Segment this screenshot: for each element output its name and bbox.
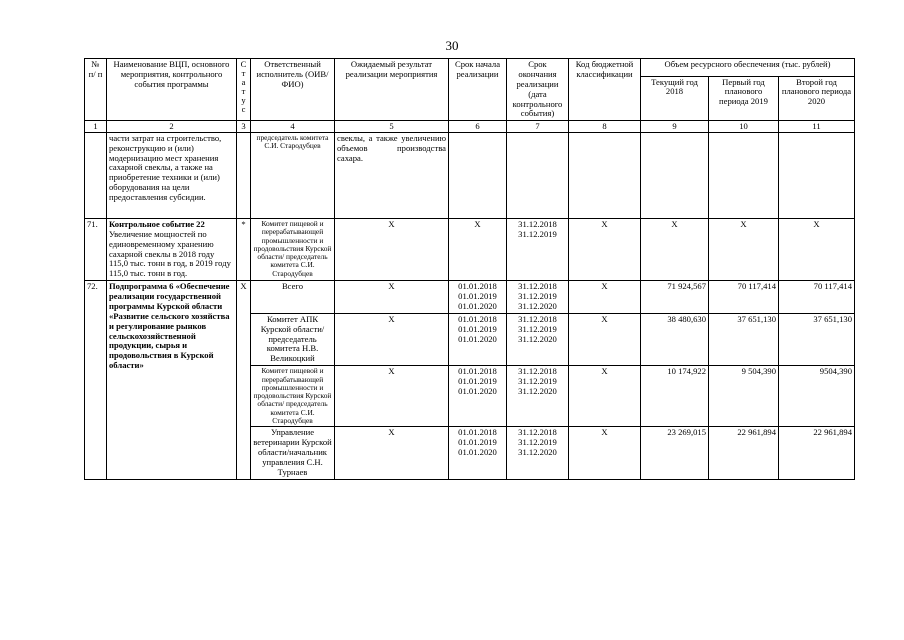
header-end: Срок окончания реализации (дата контрольного события) xyxy=(507,59,569,121)
header-row xyxy=(85,59,855,77)
subrow-start: 01.01.2018 01.01.2019 01.01.2020 xyxy=(449,366,507,427)
subrow-v2018: 23 269,015 xyxy=(641,427,709,479)
header-first-plan: Первый год планового периода 2019 xyxy=(709,76,779,121)
subrow-code: X xyxy=(569,313,641,365)
col-num: 3 xyxy=(237,121,251,133)
subrow-result: X xyxy=(335,313,449,365)
col-num: 6 xyxy=(449,121,507,133)
subrow-v2019: 9 504,390 xyxy=(709,366,779,427)
row-description: Увеличение мощностей по единовременному хранению сахарной свеклы в 2018 году 115,0 тыс. тонн в год, в 2019 году 115,0 тыс. тонн в год. xyxy=(109,228,231,279)
subrow-code: X xyxy=(569,427,641,479)
col-num: 9 xyxy=(641,121,709,133)
program-table xyxy=(84,58,855,480)
subrow-end: 31.12.2018 31.12.2019 31.12.2020 xyxy=(507,281,569,314)
col-num: 5 xyxy=(335,121,449,133)
subrow-v2018: 38 480,630 xyxy=(641,313,709,365)
subrow-v2020: 9504,390 xyxy=(779,366,855,427)
row-end: 31.12.2018 31.12.2019 xyxy=(507,218,569,280)
subrow-start: 01.01.2018 01.01.2019 01.01.2020 xyxy=(449,281,507,314)
header-executor: Ответственный исполнитель (ОИВ/ФИО) xyxy=(251,59,335,121)
table-row xyxy=(85,281,855,314)
subrow-end: 31.12.2018 31.12.2019 31.12.2020 xyxy=(507,313,569,365)
subrow-code: X xyxy=(569,281,641,314)
header-status: С т а т у с xyxy=(237,59,251,121)
cont-result: свеклы, а также увеличению объемов производства сахара. xyxy=(335,132,449,204)
col-num: 7 xyxy=(507,121,569,133)
subrow-end: 31.12.2018 31.12.2019 31.12.2020 xyxy=(507,427,569,479)
header-second-plan: Второй год планового периода 2020 xyxy=(779,76,855,121)
subrow-result: X xyxy=(335,366,449,427)
subrow-start: 01.01.2018 01.01.2019 01.01.2020 xyxy=(449,427,507,479)
row-v2019: X xyxy=(709,218,779,280)
header-code: Код бюджетной классификации xyxy=(569,59,641,121)
header-volume: Объем ресурсного обеспечения (тыс. рублей) xyxy=(641,59,855,77)
subrow-executor: Комитет АПК Курской области/председатель комитета Н.В. Великоцкий xyxy=(251,313,335,365)
row-name xyxy=(107,218,237,280)
header-current-year: Текущий год 2018 xyxy=(641,76,709,121)
subrow-executor: Комитет пищевой и перерабатывающей промышленности и продовольствия Курской области/ председатель комитета С.И. Стародубцев xyxy=(251,366,335,427)
page-number: 30 xyxy=(445,38,459,53)
subrow-v2020: 22 961,894 xyxy=(779,427,855,479)
row-name: Подпрограмма 6 «Обеспечение реализации государственной программы Курской области «Развитие сельского хозяйства и регулирование рынков сельскохозяйственной продукции, сырья и продовольствия в Курской области» xyxy=(107,281,237,479)
table-row xyxy=(85,218,855,280)
col-num: 2 xyxy=(107,121,237,133)
cont-name: части затрат на строительство, реконструкцию и (или) модернизацию мест хранения сахарной свеклы, а также на приобретение техники и (или) оборудования на цели предоставления субсидии. xyxy=(107,132,237,204)
subrow-v2018: 71 924,567 xyxy=(641,281,709,314)
header-name: Наименование ВЦП, основного мероприятия, контрольного события программы xyxy=(107,59,237,121)
col-num: 1 xyxy=(85,121,107,133)
column-number-row xyxy=(85,121,855,133)
subrow-v2020: 37 651,130 xyxy=(779,313,855,365)
row-v2020: X xyxy=(779,218,855,280)
header-start: Срок начала реализации xyxy=(449,59,507,121)
col-num: 4 xyxy=(251,121,335,133)
col-num: 11 xyxy=(779,121,855,133)
row-number: 72. xyxy=(85,281,107,479)
subrow-v2019: 37 651,130 xyxy=(709,313,779,365)
table-row xyxy=(85,132,855,204)
header-result: Ожидаемый результат реализации мероприятия xyxy=(335,59,449,121)
subrow-result: X xyxy=(335,281,449,314)
subrow-code: X xyxy=(569,366,641,427)
row-status: X xyxy=(237,281,251,479)
row-title: Контрольное событие 22 xyxy=(109,218,205,229)
row-code: X xyxy=(569,218,641,280)
subrow-v2019: 70 117,414 xyxy=(709,281,779,314)
row-result: X xyxy=(335,218,449,280)
cont-executor: председатель комитета С.И. Стародубцев xyxy=(251,132,335,204)
subrow-end: 31.12.2018 31.12.2019 31.12.2020 xyxy=(507,366,569,427)
col-num: 10 xyxy=(709,121,779,133)
col-num: 8 xyxy=(569,121,641,133)
subrow-v2019: 22 961,894 xyxy=(709,427,779,479)
subrow-v2018: 10 174,922 xyxy=(641,366,709,427)
subrow-result: X xyxy=(335,427,449,479)
row-start: X xyxy=(449,218,507,280)
row-status: * xyxy=(237,218,251,280)
subrow-executor: Всего xyxy=(251,281,335,314)
subrow-start: 01.01.2018 01.01.2019 01.01.2020 xyxy=(449,313,507,365)
subrow-executor: Управление ветеринарии Курской области/начальник управления С.Н. Турнаев xyxy=(251,427,335,479)
row-executor: Комитет пищевой и перерабатывающей промышленности и продовольствия Курской области/ председатель комитета С.И. Стародубцев xyxy=(251,218,335,280)
header-no: № п/ п xyxy=(85,59,107,121)
subrow-v2020: 70 117,414 xyxy=(779,281,855,314)
row-number: 71. xyxy=(85,218,107,280)
row-v2018: X xyxy=(641,218,709,280)
